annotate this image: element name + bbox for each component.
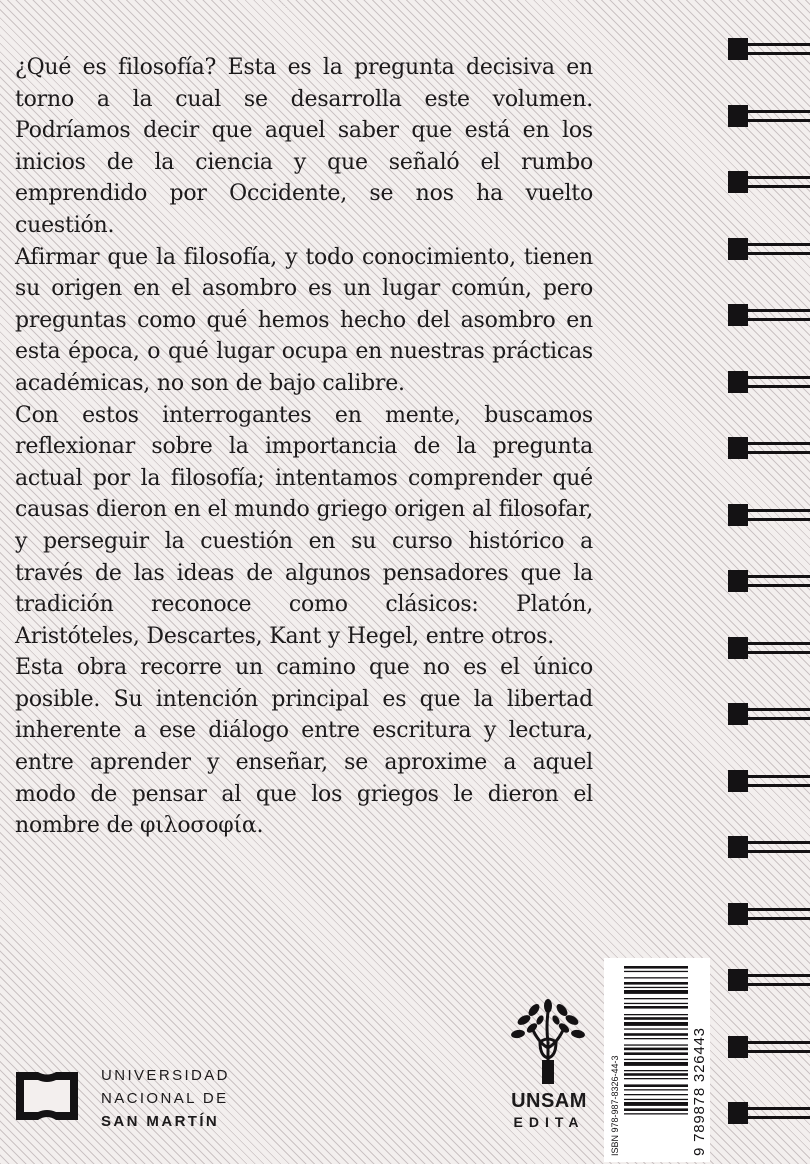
- barcode-bar: [624, 1113, 688, 1114]
- spiral-ring: [728, 171, 810, 193]
- spiral-ring: [728, 836, 810, 858]
- spiral-ring: [728, 703, 810, 725]
- barcode-bar: [624, 1038, 688, 1039]
- tree-icon: [510, 998, 586, 1084]
- blurb-paragraph-4: Esta obra recorre un camino que no es el único posible. Su intención principal es que la libertad inherente a ese diálogo entre escritura y lectura, entre aprender y enseñar, se aproxime a aquel modo de pensar al que los griegos le dieron el nombre de φιλοσοφία.: [15, 655, 593, 839]
- blurb-paragraph-3: Con estos interrogantes en mente, buscamos reflexionar sobre la importancia de la pregunta actual por la filosofía; intentamos comprender qué causas dieron en el mundo griego origen al filosofar, y perseguir la cuestión en su curso histórico a través de las ideas de algunos pensadores que la tradición reconoce como clásicos: Platón, Aristóteles, Descartes, Kant y Hegel, entre otros.: [15, 402, 593, 649]
- spiral-ring: [728, 1102, 810, 1124]
- blurb-paragraph-2: Afirmar que la filosofía, y todo conocimiento, tienen su origen en el asombro es un lugar común, pero preguntas como qué hemos hecho del asombro en esta época, o qué lugar ocupa en nuestras prácticas académicas, no son de bajo calibre.: [15, 244, 593, 396]
- barcode-bar: [624, 1033, 688, 1036]
- spiral-ring: [728, 238, 810, 260]
- barcode-bar: [624, 1052, 688, 1055]
- barcode-bar: [624, 1003, 688, 1004]
- barcode-bar: [624, 1022, 688, 1026]
- spiral-ring: [728, 969, 810, 991]
- spiral-ring: [728, 637, 810, 659]
- university-line-3: SAN MARTÍN: [101, 1113, 220, 1130]
- barcode-bar: [624, 977, 688, 978]
- barcode-bar: [624, 1102, 688, 1106]
- spiral-ring: [728, 371, 810, 393]
- publisher-name: UNSAM: [511, 1090, 587, 1112]
- barcode-bar: [624, 1014, 688, 1015]
- barcode-bar: [624, 1078, 688, 1079]
- barcode-bar: [624, 1108, 688, 1111]
- barcode-bar: [624, 1006, 688, 1009]
- barcode-bar: [624, 982, 688, 985]
- barcode-bar: [624, 1028, 688, 1029]
- spiral-ring: [728, 437, 810, 459]
- barcode-bar: [624, 1059, 688, 1060]
- barcode: [604, 958, 710, 1162]
- barcode-bar: [624, 1089, 688, 1090]
- barcode-bar: [624, 1073, 688, 1076]
- barcode-bar: [624, 966, 688, 969]
- barcode-bar: [624, 1084, 688, 1087]
- barcode-bar: [624, 998, 688, 999]
- barcode-bar: [624, 971, 688, 972]
- barcode-bar: [624, 987, 688, 988]
- barcode-bar: [624, 1017, 688, 1020]
- barcode-digits: 9 789878 326443: [691, 1027, 708, 1156]
- barcode-bar: [624, 1048, 688, 1051]
- barcode-bar: [624, 1070, 688, 1071]
- back-cover-blurb: [15, 52, 593, 842]
- isbn-text: ISBN 978-987-8326-44-3: [610, 1055, 620, 1156]
- spiral-ring: [728, 38, 810, 60]
- spiral-ring: [728, 304, 810, 326]
- barcode-bar: [624, 1094, 688, 1095]
- publisher-subtitle: EDITA: [513, 1114, 585, 1130]
- barcode-bars: [624, 966, 688, 1115]
- spiral-ring: [728, 1036, 810, 1058]
- spiral-ring: [728, 903, 810, 925]
- barcode-bar: [624, 1062, 688, 1066]
- university-name: [101, 1064, 230, 1133]
- barcode-bar: [624, 1099, 688, 1100]
- spiral-ring: [728, 504, 810, 526]
- university-line-1: UNIVERSIDAD: [101, 1067, 230, 1084]
- barcode-bar: [624, 1044, 688, 1045]
- university-line-2: NACIONAL DE: [101, 1090, 229, 1107]
- blurb-paragraph-1: ¿Qué es filosofía? Esta es la pregunta decisiva en torno a la cual se desarrolla este volumen. Podríamos decir que aquel saber que está en los inicios de la ciencia y que señaló el rumbo emprendido por Occidente, se nos ha vuelto cuestión.: [15, 55, 593, 238]
- book-frame-icon: [16, 1068, 78, 1120]
- spiral-ring: [728, 105, 810, 127]
- spiral-ring: [728, 570, 810, 592]
- barcode-bar: [624, 990, 688, 994]
- spiral-ring: [728, 770, 810, 792]
